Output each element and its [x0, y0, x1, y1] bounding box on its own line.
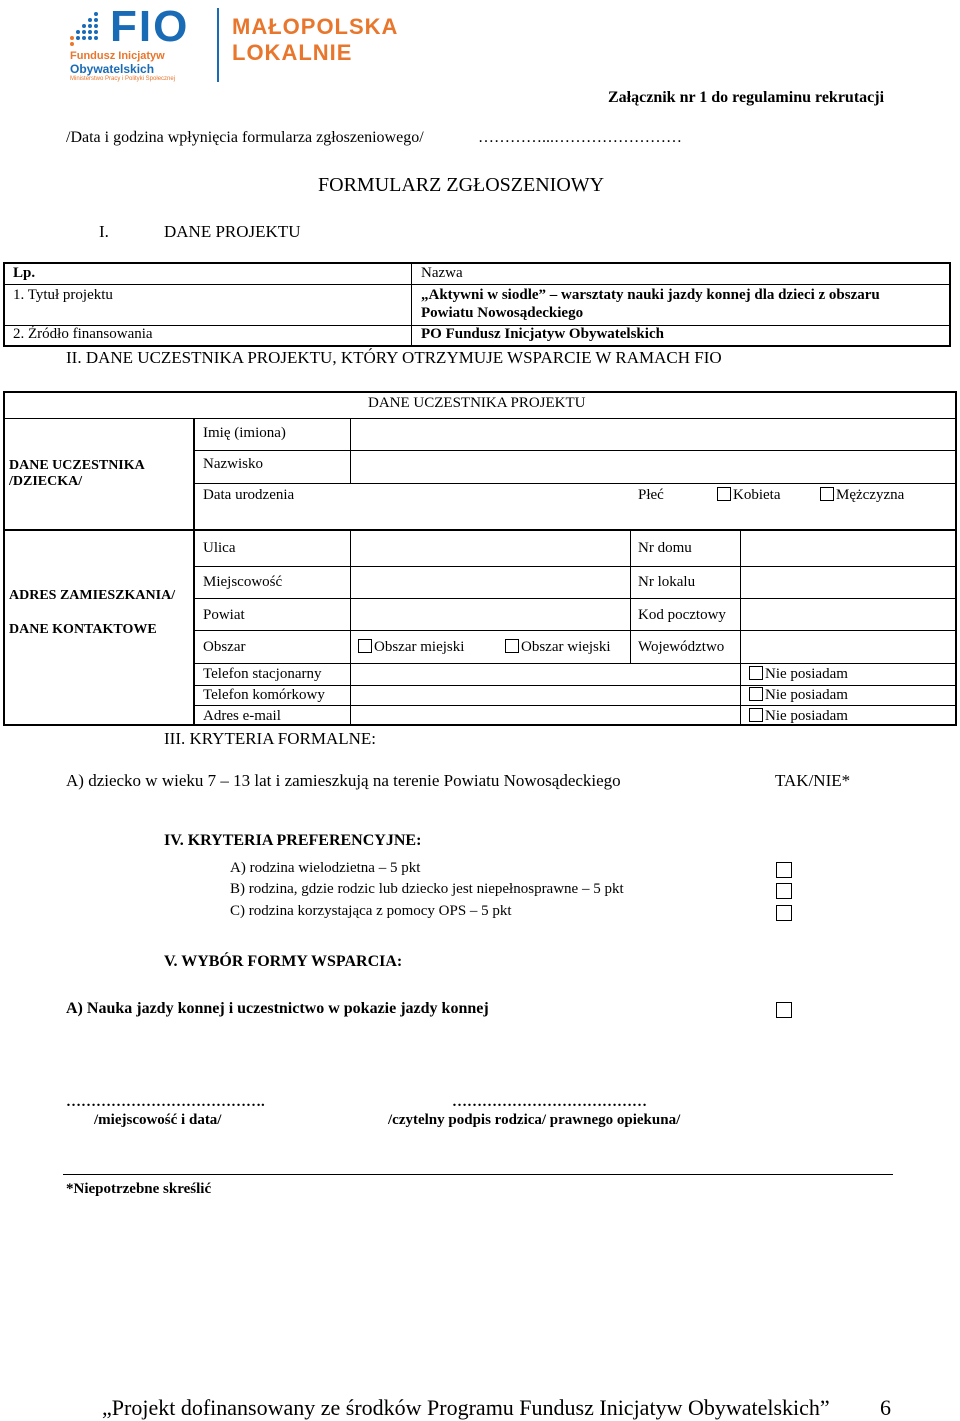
footer-text: „Projekt dofinansowany ze środków Programu Fundusz Inicjatyw Obywatelskich” — [102, 1395, 830, 1420]
preference-b-checkbox[interactable] — [776, 883, 792, 899]
fio-logo — [70, 2, 210, 93]
preference-a-checkbox[interactable] — [776, 862, 792, 878]
section3-title: III. KRYTERIA FORMALNE: — [164, 729, 377, 748]
voivodeship-label: Województwo — [638, 639, 725, 655]
footnote-divider — [63, 1174, 893, 1175]
project-title-label: 1. Tytuł projektu — [13, 287, 113, 303]
mobile-label: Telefon komórkowy — [203, 687, 325, 703]
fio-logo-text: FIO — [110, 2, 190, 51]
malopolska-logo-line2: LOKALNIE — [232, 40, 353, 65]
project-title-value-2: Powiatu Nowosądeckiego — [421, 305, 584, 321]
last-name-label: Nazwisko — [203, 456, 263, 472]
first-name-label: Imię (imiona) — [203, 425, 286, 441]
signature-dots: ………………………………… — [452, 1094, 647, 1110]
group2-label-2: DANE KONTAKTOWE — [9, 622, 157, 637]
landline-label: Telefon stacjonarny — [203, 666, 322, 682]
flat-no-label: Nr lokalu — [638, 574, 696, 590]
fio-logo-sub3: Ministerstwo Pracy i Polityki Społecznej — [70, 76, 176, 82]
project-title-value-1: „Aktywni w siodle” – warsztaty nauki jazdy konnej dla dzieci z obszaru — [421, 287, 880, 303]
group1-label-2: /DZIECKA/ — [9, 474, 83, 489]
male-checkbox[interactable] — [820, 487, 834, 501]
section2-title: II. DANE UCZESTNIKA PROJEKTU, KTÓRY OTRZYMUJE WSPARCIE W RAMACH FIO — [66, 348, 722, 367]
urban-checkbox[interactable] — [358, 639, 372, 653]
signature-caption: /czytelny podpis rodzica/ prawnego opiekuna/ — [388, 1112, 681, 1128]
participant-table-header: DANE UCZESTNIKA PROJEKTU — [368, 395, 586, 411]
preference-c-checkbox[interactable] — [776, 905, 792, 921]
place-date-caption: /miejscowość i data/ — [94, 1112, 222, 1128]
group1-label-1: DANE UCZESTNIKA — [9, 458, 145, 473]
preference-item-b: B) rodzina, gdzie rodzic lub dziecko jest niepełnosprawne – 5 pkt — [230, 881, 624, 897]
page-number: 6 — [880, 1395, 891, 1420]
group2-label-1: ADRES ZAMIESZKANIA/ — [9, 588, 176, 603]
email-label: Adres e-mail — [203, 708, 281, 724]
landline-none-checkbox[interactable] — [749, 666, 763, 680]
preference-item-a: A) rodzina wielodzietna – 5 pkt — [230, 860, 421, 876]
funding-source-label: 2. Źródło finansowania — [13, 326, 153, 342]
sex-label: Płeć — [638, 487, 664, 503]
fio-logo-sub2: Obywatelskich — [70, 62, 155, 76]
date-label: /Data i godzina wpłynięcia formularza zgłoszeniowego/ — [66, 129, 424, 146]
house-no-label: Nr domu — [638, 540, 692, 556]
email-none-option[interactable] — [749, 708, 848, 725]
rural-checkbox[interactable] — [505, 639, 519, 653]
city-label: Miejscowość — [203, 574, 283, 590]
male-option[interactable] — [820, 487, 904, 504]
col-lp: Lp. — [13, 265, 36, 281]
female-option[interactable] — [717, 487, 780, 504]
birth-date-label: Data urodzenia — [203, 487, 295, 503]
section1-title: DANE PROJEKTU — [164, 222, 301, 241]
yes-no-answer[interactable]: TAK/NIE* — [775, 771, 851, 790]
section1-roman: I. — [99, 222, 109, 241]
female-label: Kobieta — [733, 487, 781, 503]
rural-label: Obszar wiejski — [521, 639, 611, 655]
urban-option[interactable] — [358, 639, 464, 656]
landline-none-option[interactable] — [749, 666, 848, 683]
fio-logo-sub1: Fundusz Inicjatyw — [70, 50, 165, 62]
rural-option[interactable] — [505, 639, 611, 656]
support-form-a: A) Nauka jazdy konnej i uczestnictwo w pokazie jazdy konnej — [66, 1000, 489, 1017]
footnote: *Niepotrzebne skreślić — [66, 1181, 212, 1197]
street-label: Ulica — [203, 540, 236, 556]
email-none-checkbox[interactable] — [749, 708, 763, 722]
logo-divider — [217, 8, 219, 82]
urban-label: Obszar miejski — [374, 639, 465, 655]
mobile-none-label: Nie posiadam — [765, 687, 848, 703]
attachment-note: Załącznik nr 1 do regulaminu rekrutacji — [608, 89, 885, 106]
postal-code-label: Kod pocztowy — [638, 607, 726, 623]
malopolska-logo-line1: MAŁOPOLSKA — [232, 14, 399, 39]
date-dots: …………...…………………… — [478, 129, 682, 146]
form-title: FORMULARZ ZGŁOSZENIOWY — [318, 174, 605, 196]
formal-criterion-a: A) dziecko w wieku 7 – 13 lat i zamieszkują na terenie Powiatu Nowosądeckiego — [66, 771, 621, 790]
female-checkbox[interactable] — [717, 487, 731, 501]
section5-title: V. WYBÓR FORMY WSPARCIA: — [164, 953, 403, 970]
mobile-none-checkbox[interactable] — [749, 687, 763, 701]
preference-item-c: C) rodzina korzystająca z pomocy OPS – 5 pkt — [230, 903, 512, 919]
col-name: Nazwa — [421, 265, 463, 281]
funding-source-value: PO Fundusz Inicjatyw Obywatelskich — [421, 326, 664, 342]
mobile-none-option[interactable] — [749, 687, 848, 704]
male-label: Mężczyzna — [836, 487, 905, 503]
area-label: Obszar — [203, 639, 246, 655]
support-form-a-checkbox[interactable] — [776, 1002, 792, 1018]
email-none-label: Nie posiadam — [765, 708, 848, 724]
landline-none-label: Nie posiadam — [765, 666, 848, 682]
county-label: Powiat — [203, 607, 245, 623]
place-date-dots: …………………………………. — [66, 1094, 265, 1110]
section4-title: IV. KRYTERIA PREFERENCYJNE: — [164, 832, 422, 849]
